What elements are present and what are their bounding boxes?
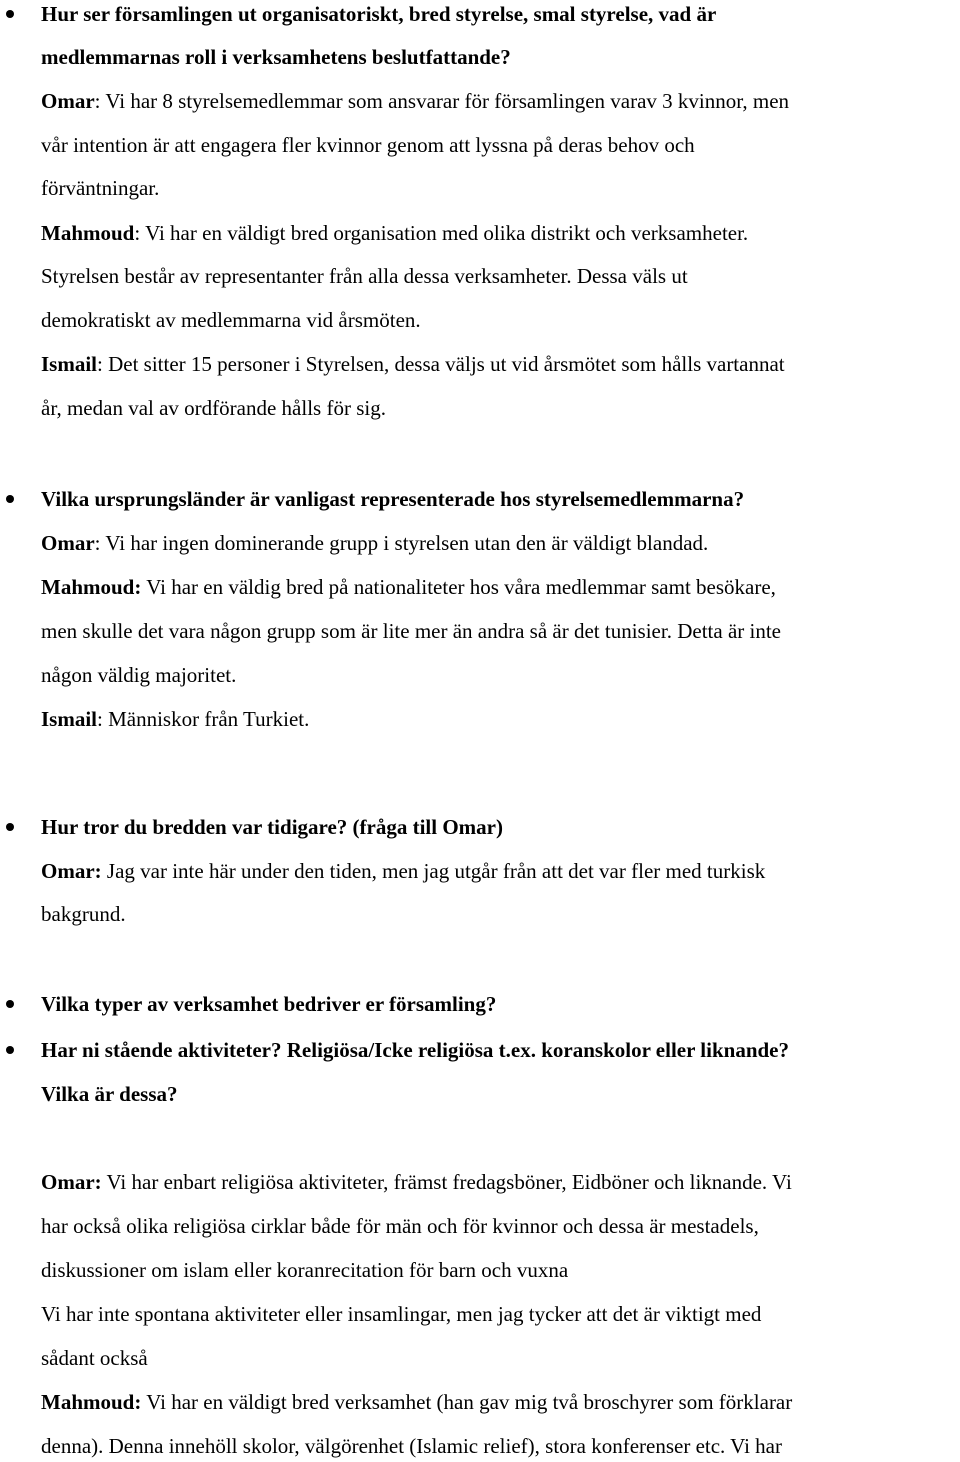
bold-text: medlemmarnas roll i verksamhetens beslutfattande?	[41, 45, 511, 69]
line-text: förväntningar.	[41, 176, 160, 200]
line-text: Styrelsen består av representanter från alla dessa verksamheter. Dessa väls ut	[41, 264, 688, 288]
bold-text: Vilka typer av verksamhet bedriver er församling?	[41, 992, 497, 1016]
line-text: sådant också	[41, 1346, 148, 1370]
text-line	[41, 395, 386, 421]
text-line	[41, 618, 781, 644]
line-text: : Vi har 8 styrelsemedlemmar som ansvarar för församlingen varav 3 kvinnor, men	[94, 89, 790, 113]
bold-text: Omar:	[41, 1170, 102, 1194]
text-line	[41, 132, 695, 158]
line-text: demokratiskt av medlemmarna vid årsmöten.	[41, 308, 421, 332]
bold-text: Har ni stående aktiviteter? Religiösa/Icke religiösa t.ex. koranskolor eller liknande?	[41, 1038, 790, 1062]
line-text: någon väldig majoritet.	[41, 663, 237, 687]
bullet-icon	[6, 10, 14, 18]
text-line	[41, 530, 708, 556]
text-line	[41, 351, 785, 377]
text-line	[41, 88, 789, 114]
line-text: Vi har en väldigt bred verksamhet (han gav mig två broschyrer som förklarar	[141, 1390, 793, 1414]
text-line	[41, 706, 309, 732]
text-line	[41, 220, 748, 246]
question-line	[41, 814, 503, 840]
line-text: år, medan val av ordförande hålls för sig.	[41, 396, 386, 420]
line-text: Vi har enbart religiösa aktiviteter, främst fredagsböner, Eidböner och liknande. Vi	[101, 1170, 792, 1194]
line-text: vår intention är att engagera fler kvinnor genom att lyssna på deras behov och	[41, 133, 695, 157]
line-text: Vi har inte spontana aktiviteter eller insamlingar, men jag tycker att det är viktigt med	[41, 1302, 762, 1326]
text-line	[41, 1389, 792, 1415]
question-line	[41, 1037, 789, 1063]
text-line	[41, 858, 765, 884]
bullet-icon	[6, 1000, 14, 1008]
line-text: Vi har en väldig bred på nationaliteter hos våra medlemmar samt besökare,	[141, 575, 776, 599]
line-text: diskussioner om islam eller koranrecitation för barn och vuxna	[41, 1258, 569, 1282]
bold-text: Hur ser församlingen ut organisatoriskt, bred styrelse, smal styrelse, vad är	[41, 2, 717, 26]
bold-text: Ismail	[41, 707, 98, 731]
text-line	[41, 1257, 568, 1283]
line-text: : Människor från Turkiet.	[97, 707, 310, 731]
text-line	[41, 1345, 148, 1371]
bold-text: Vilka är dessa?	[41, 1082, 178, 1106]
bold-text: Mahmoud	[41, 221, 135, 245]
bold-text: Vilka ursprungsländer är vanligast representerade hos styrelsemedlemmarna?	[41, 487, 745, 511]
text-line	[41, 574, 776, 600]
bullet-icon	[6, 823, 14, 831]
line-text: denna). Denna innehöll skolor, välgörenhet (Islamic relief), stora konferenser etc. Vi har	[41, 1434, 782, 1458]
text-line	[41, 307, 421, 333]
text-line	[41, 662, 236, 688]
bold-text: Mahmoud:	[41, 575, 142, 599]
bold-text: Omar	[41, 531, 95, 555]
bold-text: Mahmoud:	[41, 1390, 142, 1414]
bold-text: Omar:	[41, 859, 102, 883]
text-line	[41, 263, 688, 289]
line-text: bakgrund.	[41, 902, 126, 926]
bold-text: Omar	[41, 89, 95, 113]
text-line	[41, 1213, 759, 1239]
question-line	[41, 1, 716, 27]
line-text: : Det sitter 15 personer i Styrelsen, dessa väljs ut vid årsmötet som hålls vartannat	[97, 352, 785, 376]
line-text: : Vi har ingen dominerande grupp i styrelsen utan den är väldigt blandad.	[94, 531, 709, 555]
text-line	[41, 1301, 761, 1327]
line-text: Jag var inte här under den tiden, men jag utgår från att det var fler med turkisk	[101, 859, 766, 883]
line-text: har också olika religiösa cirklar både för män och för kvinnor och dessa är mestadels,	[41, 1214, 759, 1238]
text-line	[41, 44, 511, 70]
text-line	[41, 901, 126, 927]
question-line	[41, 486, 744, 512]
line-text: : Vi har en väldigt bred organisation med olika distrikt och verksamheter.	[134, 221, 749, 245]
bullet-icon	[6, 1046, 14, 1054]
question-line	[41, 991, 496, 1017]
text-line	[41, 1081, 178, 1107]
bullet-icon	[6, 495, 14, 503]
bold-text: Ismail	[41, 352, 98, 376]
text-line	[41, 1433, 782, 1459]
text-line	[41, 1169, 792, 1195]
line-text: men skulle det vara någon grupp som är lite mer än andra så är det tunisier. Detta är inte	[41, 619, 781, 643]
bold-text: Hur tror du bredden var tidigare? (fråga till Omar)	[41, 815, 503, 839]
text-line	[41, 175, 159, 201]
